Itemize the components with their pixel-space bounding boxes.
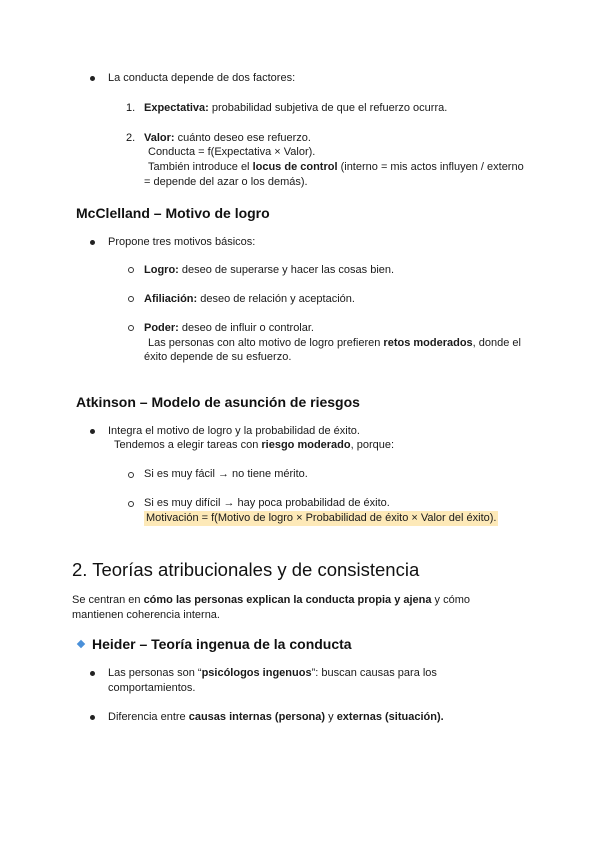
diamond-bullet-icon — [77, 640, 85, 648]
bullet-dot — [90, 429, 95, 434]
sub-bullet — [128, 325, 134, 331]
bullet-dot — [90, 240, 95, 245]
sub-bullet — [128, 296, 134, 302]
bullet-text: Propone tres motivos básicos: — [108, 236, 256, 248]
list-number: 2. — [126, 132, 136, 144]
sub-bullet — [128, 472, 134, 478]
list-item: Valor: cuánto deseo ese refuerzo. — [144, 132, 311, 144]
sub-item: Si es muy fácil → no tiene mérito. — [144, 468, 308, 480]
heading-mcclelland: McClelland – Motivo de logro — [76, 205, 270, 221]
locus-text-cont: = depende del azar o los demás). — [144, 176, 308, 188]
bullet-dot — [90, 715, 95, 720]
formula-text: Conducta = f(Expectativa × Valor). — [148, 146, 316, 158]
bullet-text-cont: comportamientos. — [108, 682, 196, 694]
bullet-text: Integra el motivo de logro y la probabilidad de éxito. — [108, 425, 360, 437]
bullet-dot — [90, 671, 95, 676]
list-item: Expectativa: probabilidad subjetiva de que el refuerzo ocurra. — [144, 102, 448, 114]
sub-item: Poder: deseo de influir o controlar. — [144, 322, 314, 334]
bullet-text: La conducta depende de dos factores: — [108, 72, 296, 84]
heading-heider: Heider – Teoría ingenua de la conducta — [92, 636, 352, 652]
list-number: 1. — [126, 102, 136, 114]
sub-item-note: Las personas con alto motivo de logro prefieren retos moderados, donde el — [148, 337, 521, 349]
sub-bullet — [128, 267, 134, 273]
locus-text: También introduce el locus de control (interno = mis actos influyen / externo — [148, 161, 524, 173]
sub-bullet — [128, 501, 134, 507]
sub-item: Logro: deseo de superarse y hacer las cosas bien. — [144, 264, 395, 276]
heading-atkinson: Atkinson – Modelo de asunción de riesgos — [76, 394, 360, 410]
intro-text-cont: mantienen coherencia interna. — [72, 609, 220, 621]
sub-item-note-cont: éxito depende de su esfuerzo. — [144, 351, 292, 363]
highlighted-formula: Motivación = f(Motivo de logro × Probabilidad de éxito × Valor del éxito). — [146, 512, 497, 524]
bullet-text: Diferencia entre causas internas (persona) y externas (situación). — [108, 711, 444, 723]
bullet-dot — [90, 76, 95, 81]
bullet-text: Las personas son “psicólogos ingenuos”: buscan causas para los — [108, 667, 437, 679]
section-heading: 2. Teorías atribucionales y de consistencia — [72, 559, 420, 580]
intro-text: Se centran en cómo las personas explican la conducta propia y ajena y cómo — [72, 594, 471, 606]
bullet-text-cont: Tendemos a elegir tareas con riesgo moderado, porque: — [114, 439, 395, 451]
sub-item: Afiliación: deseo de relación y aceptación. — [144, 293, 355, 305]
sub-item: Si es muy difícil → hay poca probabilidad de éxito. — [144, 497, 390, 509]
